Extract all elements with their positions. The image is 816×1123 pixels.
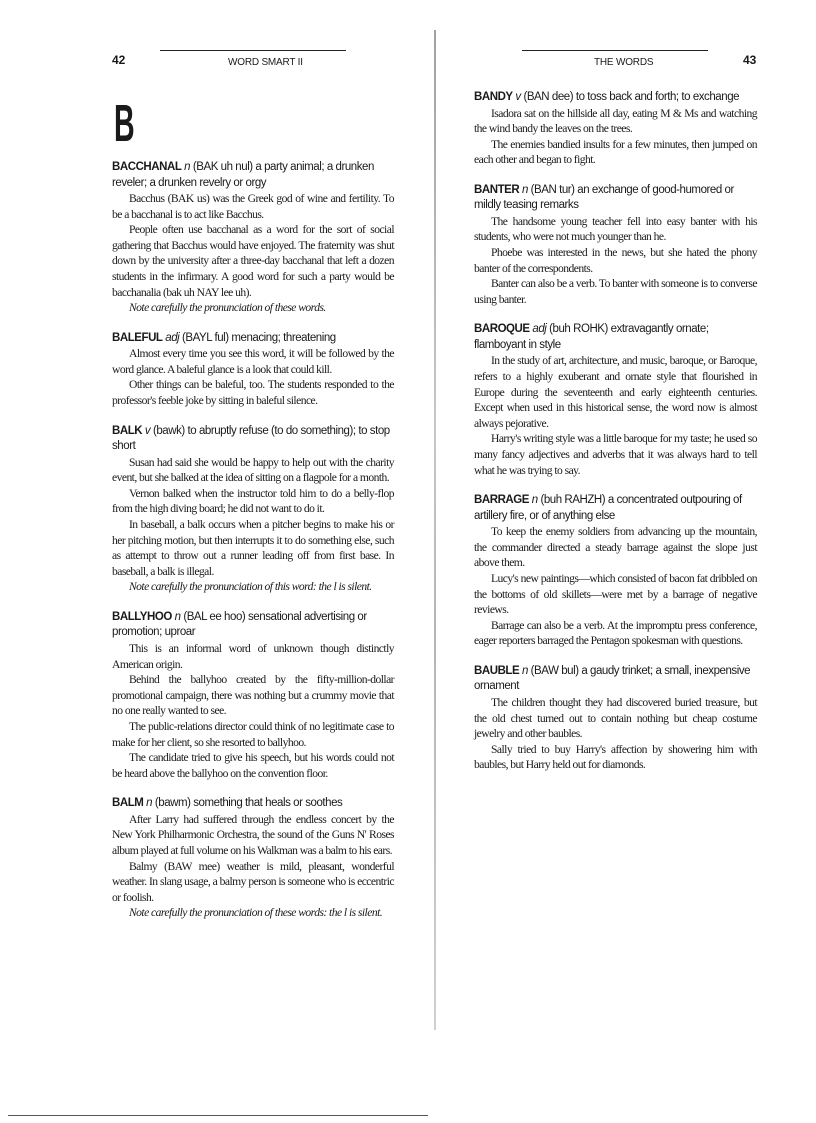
entry-headword-line (474, 493, 757, 524)
section-letter: B (114, 95, 135, 153)
right-page-number: 43 (743, 53, 757, 67)
entry-word: BANDY (474, 91, 513, 103)
entry-pos: adj (532, 323, 547, 336)
entry-paragraph: Harry's writing style was a little baroque for my taste; he used so many fancy adjectives and adverbs that it was always hard to tell what he was trying to say. (474, 432, 757, 477)
entry-pos: n (174, 610, 181, 623)
entry-word: BARRAGE (474, 494, 529, 507)
entry-ballyhoo (112, 610, 394, 781)
entry-paragraph: Susan had said she would be happy to help out with the charity event, but she balked at the idea of sitting on a flagpole for a month. (112, 455, 394, 485)
entry-pos: v (515, 91, 521, 103)
entry-paragraph: After Larry had suffered through the endless concert by the New York Philharmonic Orchestra, the sound of the Guns N' Roses album played at full volume on his Walkman was a balm to his ears. (112, 812, 394, 857)
entry-word: BANTER (474, 183, 520, 196)
entry-note: Note carefully the pronunciation of these words: the l is silent. (129, 906, 383, 920)
entry-paragraph: Other things can be baleful, too. The students responded to the professor's feeble joke by sitting in baleful silence. (112, 378, 394, 408)
entry-definition: (bawk) to abruptly refuse (to do something); to stop short (112, 424, 390, 453)
entry-paragraph: Banter can also be a verb. To banter with someone is to converse using banter. (474, 277, 757, 306)
entry-balk (112, 424, 394, 595)
entry-pos: adj (165, 331, 180, 344)
entry-pos: n (184, 161, 191, 173)
entry-definition: (bawm) something that heals or soothes (154, 797, 343, 810)
entry-headword-line (112, 610, 394, 641)
entry-baleful (112, 331, 394, 409)
entry-paragraph: Bacchus (BAK us) was the Greek god of wine and fertility. To be a bacchanal is to act like Bacchus. (112, 192, 394, 221)
entry-word: BALLYHOO (112, 610, 172, 623)
left-page-number: 42 (112, 53, 126, 67)
entry-headword-line (474, 90, 757, 106)
entry-definition: (BAK uh nul) a party animal; a drunken reveler; a drunken revelry or orgy (112, 161, 374, 189)
entry-note: Note carefully the pronunciation of this word: the l is silent. (129, 580, 372, 594)
entry-word: BACCHANAL (112, 161, 182, 173)
entry-definition: (buh RAHZH) a concentrated outpouring of artillery fire, or of anything else (474, 494, 742, 522)
entry-paragraph: Vernon balked when the instructor told him to do a belly-flop from the high diving board; he did not want to do it. (112, 486, 394, 516)
entry-barrage (474, 493, 757, 649)
entry-paragraph: Phoebe was interested in the news, but she hated the phony banter of the correspondents. (474, 246, 757, 275)
entry-paragraph: Sally tried to buy Harry's affection by showering him with baubles, but Harry held out for diamonds. (474, 742, 757, 772)
entry-headword-line (474, 664, 757, 695)
right-entries-column (474, 90, 757, 788)
right-running-head: THE WORDS (594, 57, 654, 68)
entry-paragraph: Behind the ballyhoo created by the fifty-million-dollar promotional campaign, there was nothing but a crummy movie that no one really wanted to see. (112, 673, 394, 718)
entry-paragraph: The candidate tried to give his speech, but his words could not be heard above the ballyhoo on the convention floor. (112, 751, 394, 780)
entry-headword-line (112, 160, 394, 191)
entry-paragraph: Lucy's new paintings—which consisted of bacon fat dribbled on the bottoms of old skillets—were met by a barrage of negative reviews. (474, 571, 757, 617)
entry-paragraph: In baseball, a balk occurs when a pitcher begins to make his or her pitching motion, but then interrupts it to do something else, such as attempt to throw out a runner leading off from first base. In baseball, a balk is illegal. (112, 518, 394, 578)
entry-bauble (474, 664, 757, 773)
entry-definition: (BAYL ful) menacing; threatening (182, 331, 336, 344)
entry-bandy (474, 90, 757, 168)
entry-definition: (BAN dee) to toss back and forth; to exchange (523, 91, 740, 103)
entry-note: Note carefully the pronunciation of these words. (129, 301, 326, 315)
entry-headword-line (474, 322, 757, 353)
entry-paragraph: Barrage can also be a verb. At the impromptu press conference, eager reporters barraged the Pentagon spokesman with questions. (474, 618, 757, 648)
right-page (438, 0, 816, 1123)
entry-paragraph: The children thought they had discovered buried treasure, but the old chest turned out to contain nothing but cheap costume jewelry and other baubles. (474, 695, 757, 741)
left-header-rule (160, 50, 346, 51)
entry-word: BAUBLE (474, 664, 520, 677)
entry-paragraph: The handsome young teacher fell into easy banter with his students, who were not much younger than he. (474, 214, 757, 244)
entry-pos: v (144, 424, 151, 437)
entry-definition: (BAW bul) a gaudy trinket; a small, inexpensive ornament (474, 664, 751, 693)
entry-definition: (buh ROHK) extravagantly ornate; flamboyant in style (474, 323, 709, 351)
entry-paragraph: In the study of art, architecture, and music, baroque, or Baroque, refers to a highly exuberant and ornate style that flourished in Europe during the seventeenth and early eighteenth centuries. Except when used in this historical sense, the word now is almost always pejorative. (474, 354, 757, 430)
entry-definition: (BAN tur) an exchange of good-humored or mildly teasing remarks (474, 183, 734, 212)
entry-paragraph: The enemies bandied insults for a few minutes, then jumped on each other and began to fight. (474, 137, 757, 167)
entry-word: BALEFUL (112, 331, 163, 344)
left-running-head: WORD SMART II (228, 57, 303, 68)
entry-pos: n (531, 494, 538, 507)
entry-baroque (474, 322, 757, 478)
entry-headword-line (112, 331, 394, 347)
entry-headword-line (112, 796, 394, 812)
entry-paragraph: Almost every time you see this word, it will be followed by the word glance. A baleful glance is a look that could kill. (112, 347, 394, 376)
entry-pos: n (521, 664, 528, 677)
entry-banter (474, 183, 757, 308)
entry-headword-line (474, 183, 757, 214)
entry-paragraph: Isadora sat on the hillside all day, eating M & Ms and watching the wind bandy the leaves on the trees. (474, 106, 757, 136)
entry-paragraph: People often use bacchanal as a word for the sort of social gathering that Bacchus would have enjoyed. The fraternity was shut down by the university after a three-day bacchanal that left a dozen students in the infirmary. A good word for such a party would be bacchanalia (bak uh NAY lee uh). (112, 223, 394, 299)
entry-definition: (BAL ee hoo) sensational advertising or promotion; uproar (112, 610, 367, 639)
entry-balm (112, 796, 394, 921)
entry-word: BALM (112, 797, 144, 810)
entry-word: BAROQUE (474, 323, 530, 336)
entry-bacchanal (112, 160, 394, 316)
entry-paragraph: To keep the enemy soldiers from advancing up the mountain, the commander directed a steady barrage against the slope just above them. (474, 525, 757, 570)
entry-paragraph: This is an informal word of unknown though distinctly American origin. (112, 641, 394, 671)
entry-word: BALK (112, 424, 143, 437)
entry-paragraph: Balmy (BAW mee) weather is mild, pleasant, wonderful weather. In slang usage, a balmy person is someone who is eccentric or foolish. (112, 859, 394, 904)
entry-paragraph: The public-relations director could think of no legitimate case to make for her client, so she resorted to ballyhoo. (112, 719, 394, 749)
entry-headword-line (112, 424, 394, 455)
entry-pos: n (146, 797, 153, 810)
entry-pos: n (521, 183, 528, 196)
left-entries-column (112, 160, 394, 936)
right-header-rule (522, 50, 708, 51)
